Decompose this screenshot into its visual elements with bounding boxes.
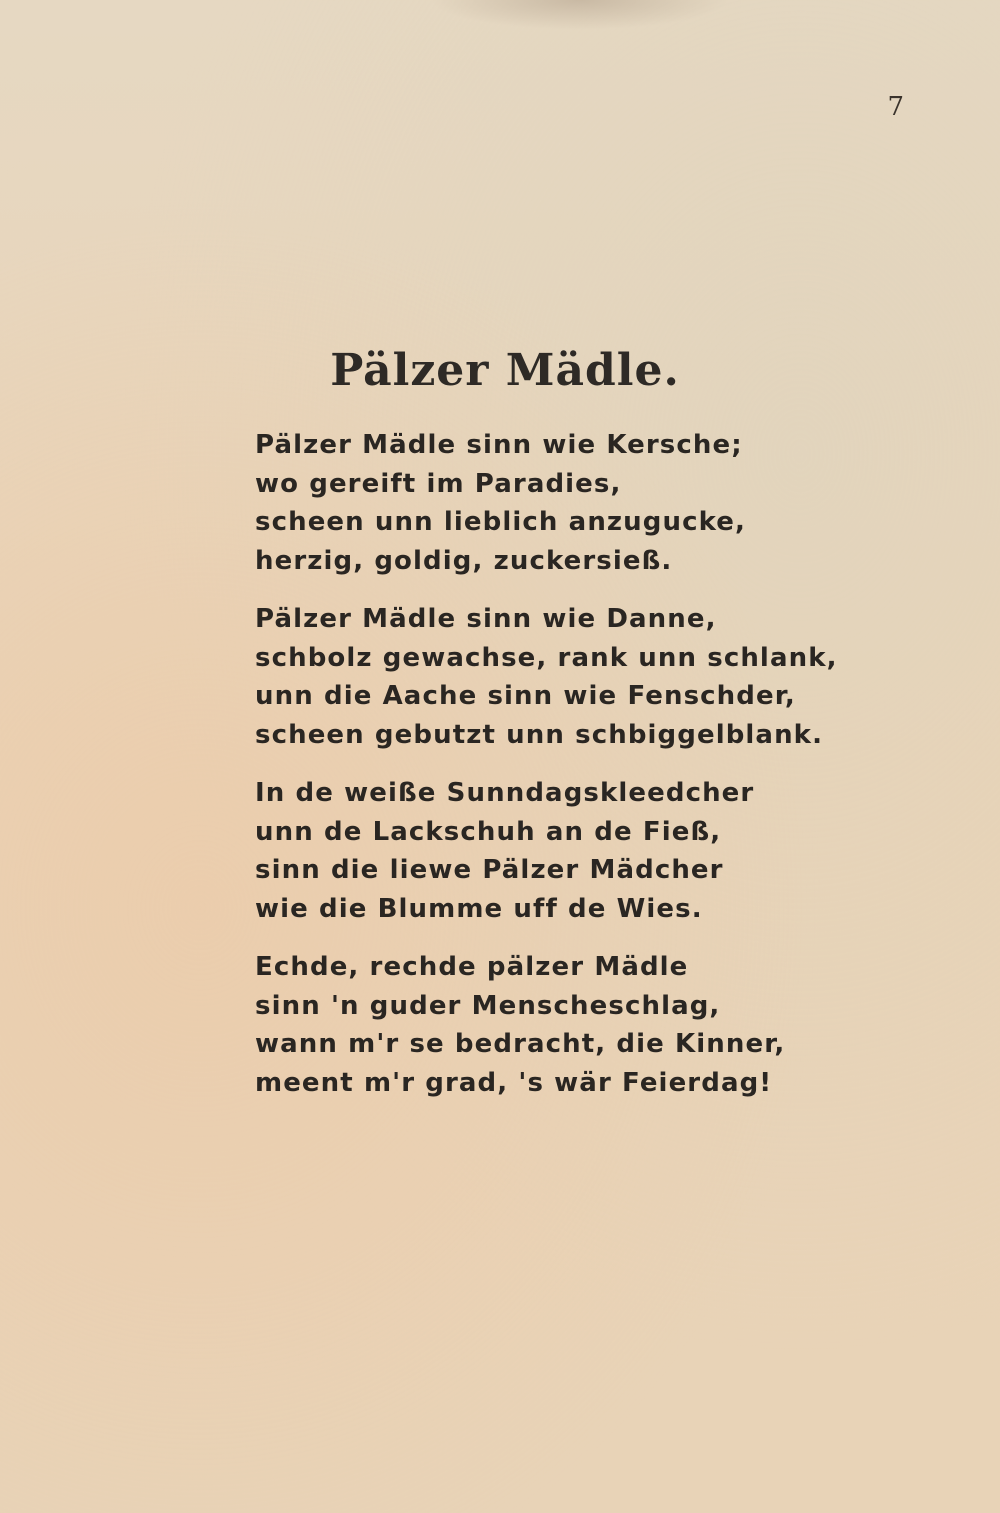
poem-line: unn die Aache sinn wie Fenschder, [255,681,796,711]
poem-line: wo gereift im Paradies, [255,468,622,499]
poem-body [255,426,838,1122]
stanza-4 [255,948,786,1102]
page-number: 7 [887,92,904,122]
poem-line: scheen gebutzt unn schbiggelblank. [255,719,824,750]
poem-line: sinn die liewe Pälzer Mädcher [255,855,724,885]
poem-line: meent m'r grad, 's wär Feierdag! [255,1067,773,1098]
poem-line: schbolz gewachse, rank unn schlank, [255,642,838,673]
stanza-2 [255,600,838,754]
poem-title: Pälzer Mädle. [330,345,680,396]
page-shadow [430,0,730,30]
poem-line: wann m'r se bedracht, die Kinner, [255,1029,786,1059]
poem-line: In de weiße Sunndagskleedcher [255,778,755,808]
poem-line: unn de Lackschuh an de Fieß, [255,816,722,847]
poem-line: Echde, rechde pälzer Mädle [255,952,689,982]
poem-line: Pälzer Mädle sinn wie Kersche; [255,430,743,460]
poem-line: Pälzer Mädle sinn wie Danne, [255,604,717,634]
poem-line: scheen unn lieblich anzugucke, [255,507,747,537]
poem-line: wie die Blumme uff de Wies. [255,893,703,924]
poem-line: sinn 'n guder Menscheschlag, [255,990,721,1021]
poem-line: herzig, goldig, zuckersieß. [255,545,673,576]
stanza-1 [255,426,775,580]
stanza-3 [255,774,775,928]
